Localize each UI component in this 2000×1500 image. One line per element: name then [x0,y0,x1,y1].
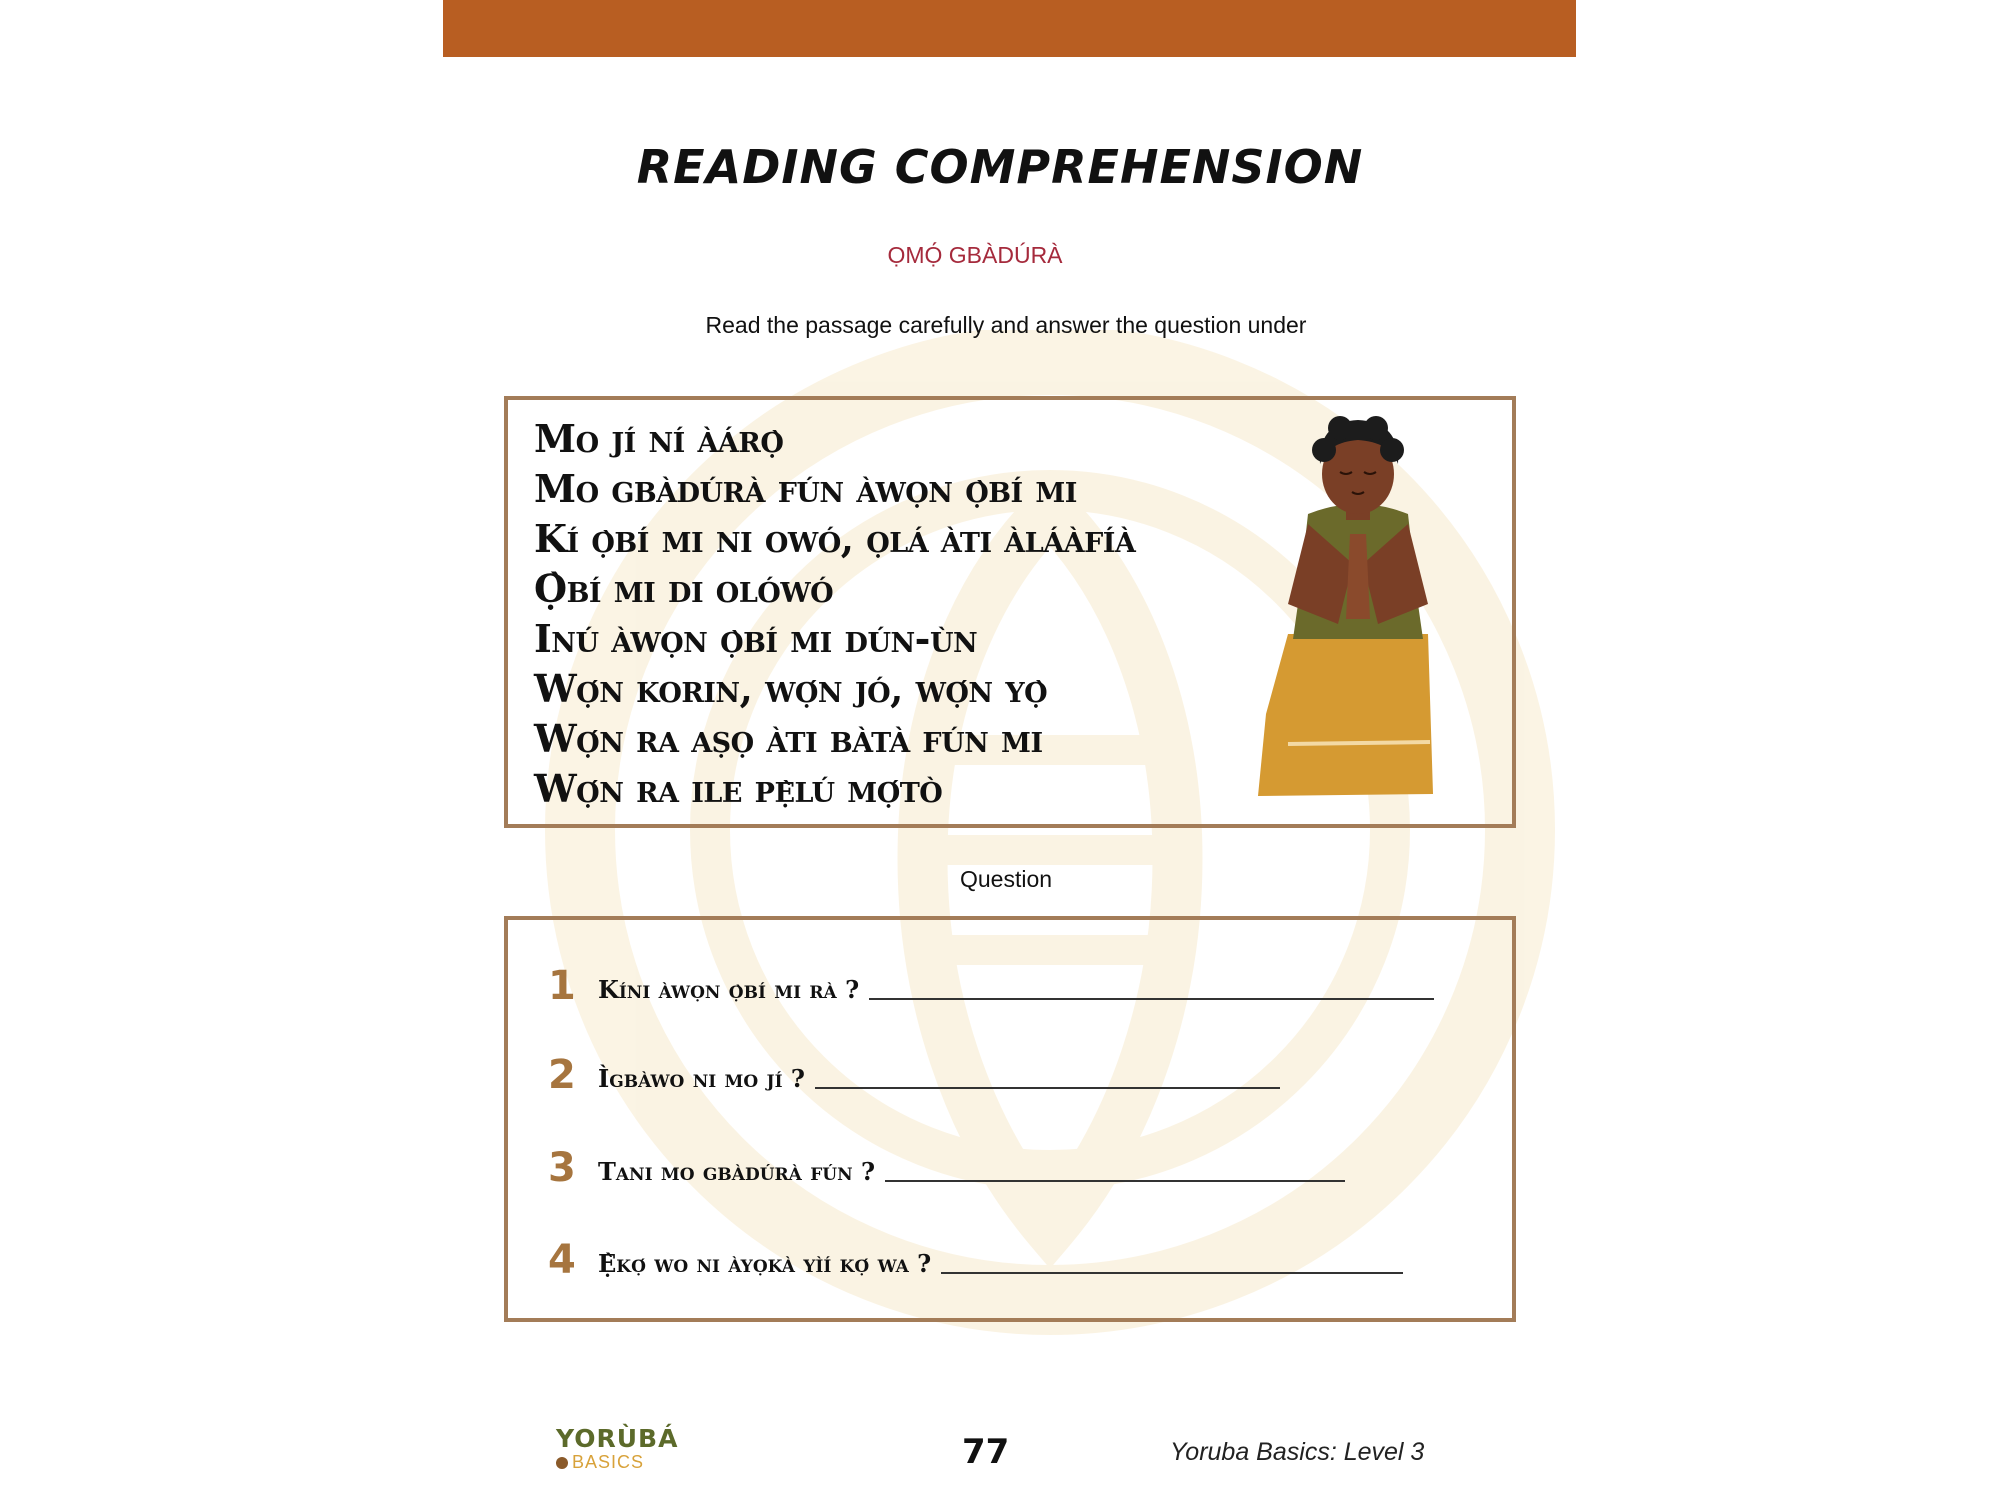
passage-line: Wọ́n ra aṣọ àti bàtà fún mi [534,716,1043,761]
praying-woman-illustration [1258,414,1458,814]
question-number: 2 [548,1052,576,1098]
question-row [548,1047,1280,1097]
question-number: 4 [548,1237,576,1283]
question-text: Tani mo gbàdúrà fún ? [598,1157,876,1186]
question-text: Kíni àwọn ọ̀bí mi rà ? [598,975,860,1004]
book-title: Yoruba Basics: Level 3 [1170,1438,1425,1466]
question-box [504,916,1516,1322]
answer-line[interactable] [885,1180,1345,1182]
passage-lines [534,414,1135,814]
question-text: Ẹ̀kọ́ wo ni àyọkà yìí kọ́ wa ? [598,1249,932,1278]
passage-line: Wọ́n korin, wọ́n jó, wọ́n yọ̀ [534,666,1048,711]
logo-dot-icon [556,1457,568,1469]
instruction-text: Read the passage carefully and answer the question under [705,312,1307,338]
passage-line: Inú àwọn ọ̀bí mi dún-ùn [534,616,978,661]
question-heading: Question [959,866,1053,892]
question-row [548,958,1434,1008]
question-row [548,1140,1345,1190]
question-number: 1 [548,963,576,1009]
answer-line[interactable] [869,998,1434,1000]
question-number: 3 [548,1145,576,1191]
question-row [548,1232,1403,1282]
passage-box [504,396,1516,828]
passage-line: Wọ́n ra ile pẹ̀lú mọ́tò [534,766,943,811]
passage-subtitle: ỌMỌ́ GBÀDÚRÀ [887,242,1063,268]
page-title: READING COMPREHENSION [636,140,1364,194]
yoruba-basics-logo [556,1424,679,1476]
page-number: 77 [962,1432,1010,1472]
answer-line[interactable] [941,1272,1403,1274]
passage-line: Kí ọ̀bí mi ni owó, ọlá àti àláàfíà [534,516,1136,561]
passage-line: Mo jí ní àárọ̀ [534,416,784,461]
passage-line: Ọ̀bí mi di olówó [534,566,834,611]
passage-line: Mo gbàdúrà fún àwọn ọ̀bí mi [534,466,1077,511]
question-text: Ìgbàwo ni mo jí ? [598,1064,805,1093]
answer-line[interactable] [815,1087,1280,1089]
top-banner [443,0,1576,57]
logo-line-2: BASICS [572,1452,645,1472]
logo-line-1: YORÙBÁ [556,1424,679,1453]
